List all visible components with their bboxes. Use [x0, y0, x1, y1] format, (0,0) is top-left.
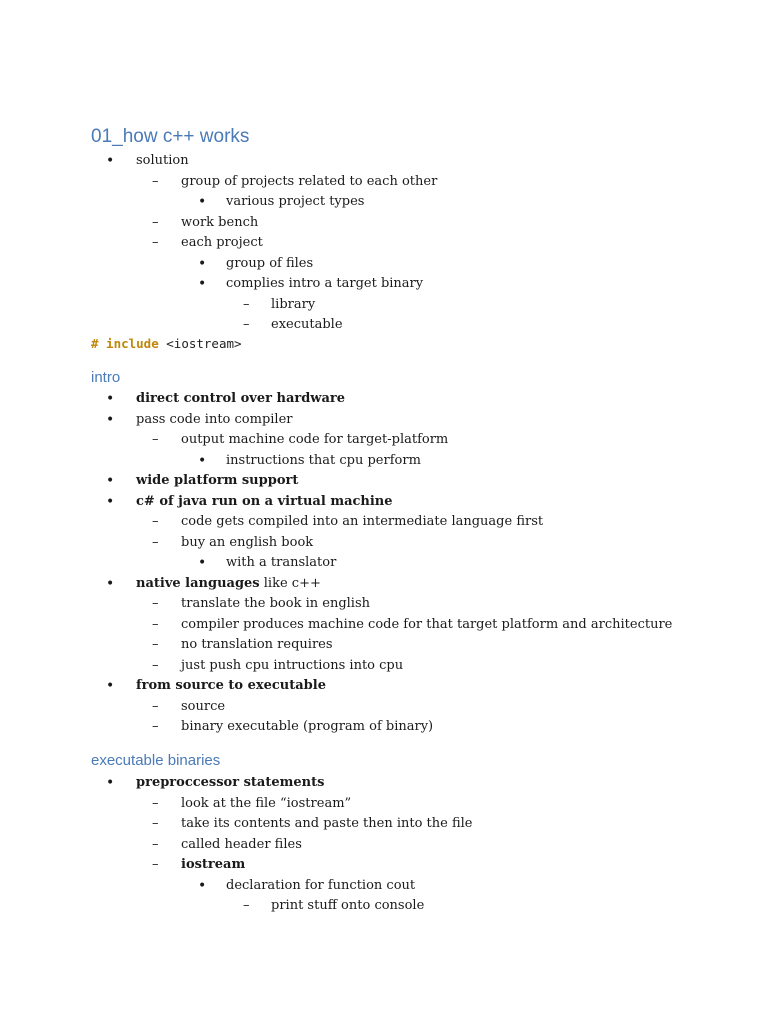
bullet-icon: • [198, 276, 207, 292]
plain-text: take its contents and paste then into the file [181, 816, 473, 831]
plain-text: binary executable (program of binary) [181, 719, 434, 734]
dash-icon: – [152, 432, 159, 447]
plain-text: group of projects related to each other [181, 173, 438, 189]
list-item-text [181, 213, 258, 233]
list-item-text [181, 512, 543, 532]
list-item-text [226, 254, 313, 274]
plain-text: print stuff onto console [271, 898, 425, 913]
plain-text: each project [181, 235, 263, 250]
plain-text: no translation requires [181, 637, 333, 652]
bold-text: native languages [136, 575, 260, 591]
bold-text: iostream [181, 857, 246, 872]
list-item-text [181, 717, 433, 737]
bullet-icon: • [106, 775, 115, 791]
page-title: 01_how c++ works [91, 126, 250, 147]
list-item-text [181, 635, 333, 655]
plain-text: complies intro a target binary [226, 276, 424, 291]
plain-text: translate the book in english [181, 596, 371, 611]
plain-text: with a translator [226, 555, 337, 570]
dash-icon: – [152, 637, 159, 652]
list-item-text [226, 451, 421, 471]
list-item-text [181, 697, 225, 717]
plain-text: instructions that cpu perform [226, 452, 421, 468]
bullet-icon: • [106, 391, 115, 407]
dash-icon: – [152, 616, 159, 632]
include-keyword: # include [91, 336, 159, 351]
dash-icon: – [243, 898, 250, 913]
heading-executable-binaries: executable binaries [91, 752, 221, 769]
list-item-text [181, 172, 437, 192]
dash-icon: – [152, 698, 159, 714]
list-item-text [271, 896, 424, 916]
plain-text: executable [271, 317, 343, 332]
list-item-text [136, 773, 324, 793]
list-item-text [181, 430, 448, 450]
bullet-icon: • [106, 493, 115, 510]
bullet-icon: • [198, 877, 207, 894]
list-item-text [226, 192, 364, 212]
plain-text: work bench [181, 214, 259, 230]
dash-icon: – [243, 317, 250, 332]
bullet-icon: • [106, 473, 115, 489]
list-item-text [271, 295, 315, 315]
bullet-icon: • [106, 678, 115, 694]
plain-text: just push cpu intructions into cpu [181, 657, 404, 673]
plain-text: look at the file “iostream” [181, 795, 352, 811]
dash-icon: – [152, 214, 159, 230]
list-item-text [136, 574, 321, 594]
bullet-icon: • [198, 194, 207, 210]
list-item-text [181, 233, 263, 253]
dash-icon: – [152, 534, 159, 550]
plain-text: solution [136, 153, 189, 168]
bold-text: c# of java run on a virtual machine [136, 493, 393, 509]
plain-text: code gets compiled into an intermediate language first [181, 514, 544, 529]
dash-icon: – [152, 596, 159, 611]
dash-icon: – [243, 296, 250, 312]
include-directive [91, 334, 242, 354]
plain-text: called header files [181, 836, 302, 852]
list-item-text [181, 656, 403, 676]
list-item-text [181, 814, 472, 834]
list-item-text [271, 315, 343, 335]
list-item-text [136, 389, 345, 409]
list-item-text [136, 492, 393, 512]
plain-text: output machine code for target-platform [181, 432, 449, 447]
list-item-text [136, 471, 298, 491]
bullet-icon: • [106, 153, 115, 169]
plain-text: compiler produces machine code for that target platform and architecture [181, 616, 673, 632]
list-item-text [136, 151, 189, 171]
list-item-text [181, 615, 672, 635]
dash-icon: – [152, 816, 159, 831]
bold-text: preproccessor statements [136, 775, 325, 790]
bold-text: from source to executable [136, 678, 326, 693]
list-item-text [226, 274, 423, 294]
dash-icon: – [152, 657, 159, 673]
plain-text: like c++ [259, 575, 321, 591]
plain-text: various project types [226, 194, 365, 209]
plain-text: pass code into compiler [136, 411, 293, 427]
dash-icon: – [152, 719, 159, 734]
bold-text: direct control over hardware [136, 391, 346, 406]
dash-icon: – [152, 836, 159, 852]
bullet-icon: • [198, 555, 207, 571]
plain-text: source [181, 698, 226, 714]
list-item-text [181, 835, 302, 855]
dash-icon: – [152, 514, 159, 529]
dash-icon: – [152, 235, 159, 250]
list-item-text [226, 876, 415, 896]
plain-text: declaration for function cout [226, 877, 416, 893]
list-item-text [181, 794, 351, 814]
bullet-icon: • [106, 575, 115, 592]
dash-icon: – [152, 857, 159, 872]
list-item-text [136, 410, 293, 430]
list-item-text [181, 855, 245, 875]
bullet-icon: • [198, 452, 207, 469]
bold-text: wide platform support [136, 473, 299, 488]
list-item-text [226, 553, 336, 573]
include-target: <iostream> [166, 336, 242, 351]
bullet-icon: • [106, 411, 115, 428]
dash-icon: – [152, 795, 159, 811]
list-item-text [181, 594, 370, 614]
plain-text: group of files [226, 255, 314, 271]
heading-intro: intro [91, 369, 121, 386]
dash-icon: – [152, 173, 159, 189]
plain-text: buy an english book [181, 534, 314, 550]
list-item-text [181, 533, 313, 553]
bullet-icon: • [198, 255, 207, 272]
list-item-text [136, 676, 326, 696]
plain-text: library [271, 296, 316, 312]
